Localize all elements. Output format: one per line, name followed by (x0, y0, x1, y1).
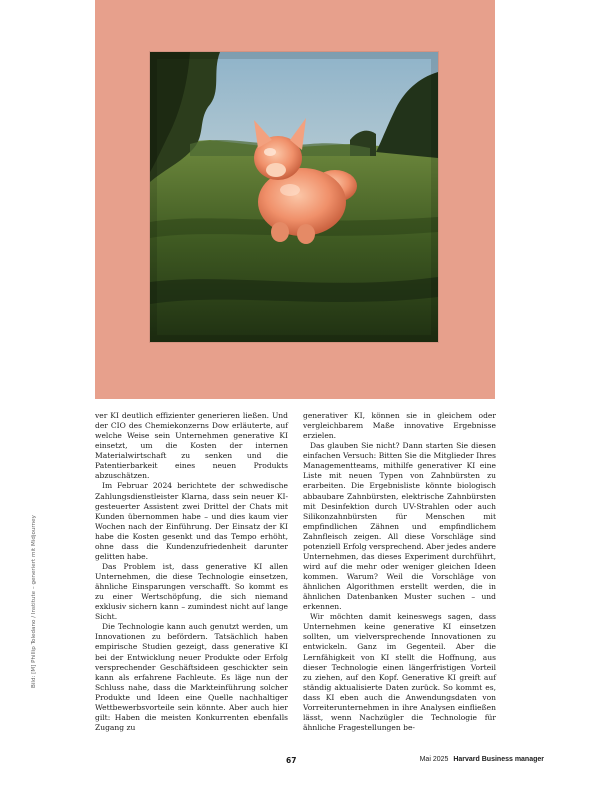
paragraph: Wir möchten damit keineswegs sagen, dass Unternehmen keine generative KI einsetzen sollten, um vielversprechende Innovationen zu entwickeln. Ganz im Gegenteil. Aber die Lernfähigkeit von KI stellt die Hoffnung, aus dieser Technologie einen längerfristigen Vorteil zu ziehen, auf den Kopf. Generative KI greift auf ständig aktualisierte Daten zurück. So kommt es, dass KI eben auch die Anwendungsdaten von Vorreiterunternehmen in ihre Analysen einfließen lässt, wenn Nachzügler die Technologie für ähnliche Fragestellungen be- (303, 612, 496, 732)
magazine-name: Harvard Business manager (453, 756, 544, 763)
paragraph: Das glauben Sie nicht? Dann starten Sie diesen einfachen Versuch: Bitten Sie die Mitglieder Ihres Managementteams, mithilfe generativer KI eine Liste mit neuen Typen von Zahnbürsten zu erarbeiten. Die Ergebnisliste könnte biologisch abbaubare Zahnbürsten, elektrische Zahnbürsten mit Desinfektion durch UV-Strahlen oder auch Silikonzahnbürsten für Menschen mit empfindlichen Zähnen und empfindlichem Zahnfleisch zeigen. All diese Vorschläge sind potenziell Erfolg versprechend. Aber jedes andere Unternehmen, das dieses Experiment durchführt, wird auf die mehr oder weniger gleichen Ideen kommen. Warum? Weil die Vorschläge von ähnlichen Algorithmen erstellt werden, die in ähnlichen Datenbanken Muster suchen – und erkennen. (303, 441, 496, 612)
footer-issue-magazine (420, 756, 544, 763)
paragraph: Im Februar 2024 berichtete der schwedische Zahlungsdienstleister Klarna, dass sein neuer KI-gesteuerter Assistent zwei Drittel der Chats mit Kunden übernommen habe – und dies kaum vier Wochen nach der Einführung. Der Einsatz der KI habe die Kosten gesenkt und das Tempo erhöht, ohne dass die Kundenzufriedenheit darunter gelitten habe. (95, 481, 288, 561)
left-text-column (95, 411, 288, 733)
paragraph: generativer KI, können sie in gleichem oder vergleichbarem Maße innovative Ergebnisse erzielen. (303, 411, 496, 441)
issue-date: Mai 2025 (419, 756, 449, 763)
right-text-column (303, 411, 496, 733)
paragraph: Die Technologie kann auch genutzt werden, um Innovationen zu befördern. Tatsächlich haben empirische Studien gezeigt, dass generative KI bei der Entwicklung neuer Produkte oder Erfolg versprechender Geschäftsideen geschickter sein kann als erfahrene Fachleute. Es läge nun der Schluss nahe, dass die Markteinführung solcher Produkte und Ideen eine Quelle nachhaltiger Wettbewerbsvorteile sein könnte. Aber auch hier gilt: Haben die meisten Konkurrenten ebenfalls Zugang zu (95, 622, 288, 732)
page-number: 67 (286, 756, 297, 765)
paragraph: ver KI deutlich effizienter generieren ließen. Und der CIO des Chemiekonzerns Dow erläuterte, auf welche Weise sein Unternehmen generative KI einsetzt, um die Kosten der internen Materialwirtschaft zu senken und die Patentierbarkeit eines neuen Produkts abzuschätzen. (95, 411, 288, 481)
inflatable-fox-in-meadow-image (150, 52, 438, 342)
paragraph: Das Problem ist, dass generative KI allen Unternehmen, die diese Technologie einsetzen, ähnliche Einsparungen verschafft. So kommt es zu einer Wertschöpfung, die sich niemand exklusiv sichern kann – zumindest nicht auf lange Sicht. (95, 561, 288, 622)
image-credit: Bild: [M] Phillip Toledano / Institute – generiert mit Midjourney (31, 515, 37, 688)
